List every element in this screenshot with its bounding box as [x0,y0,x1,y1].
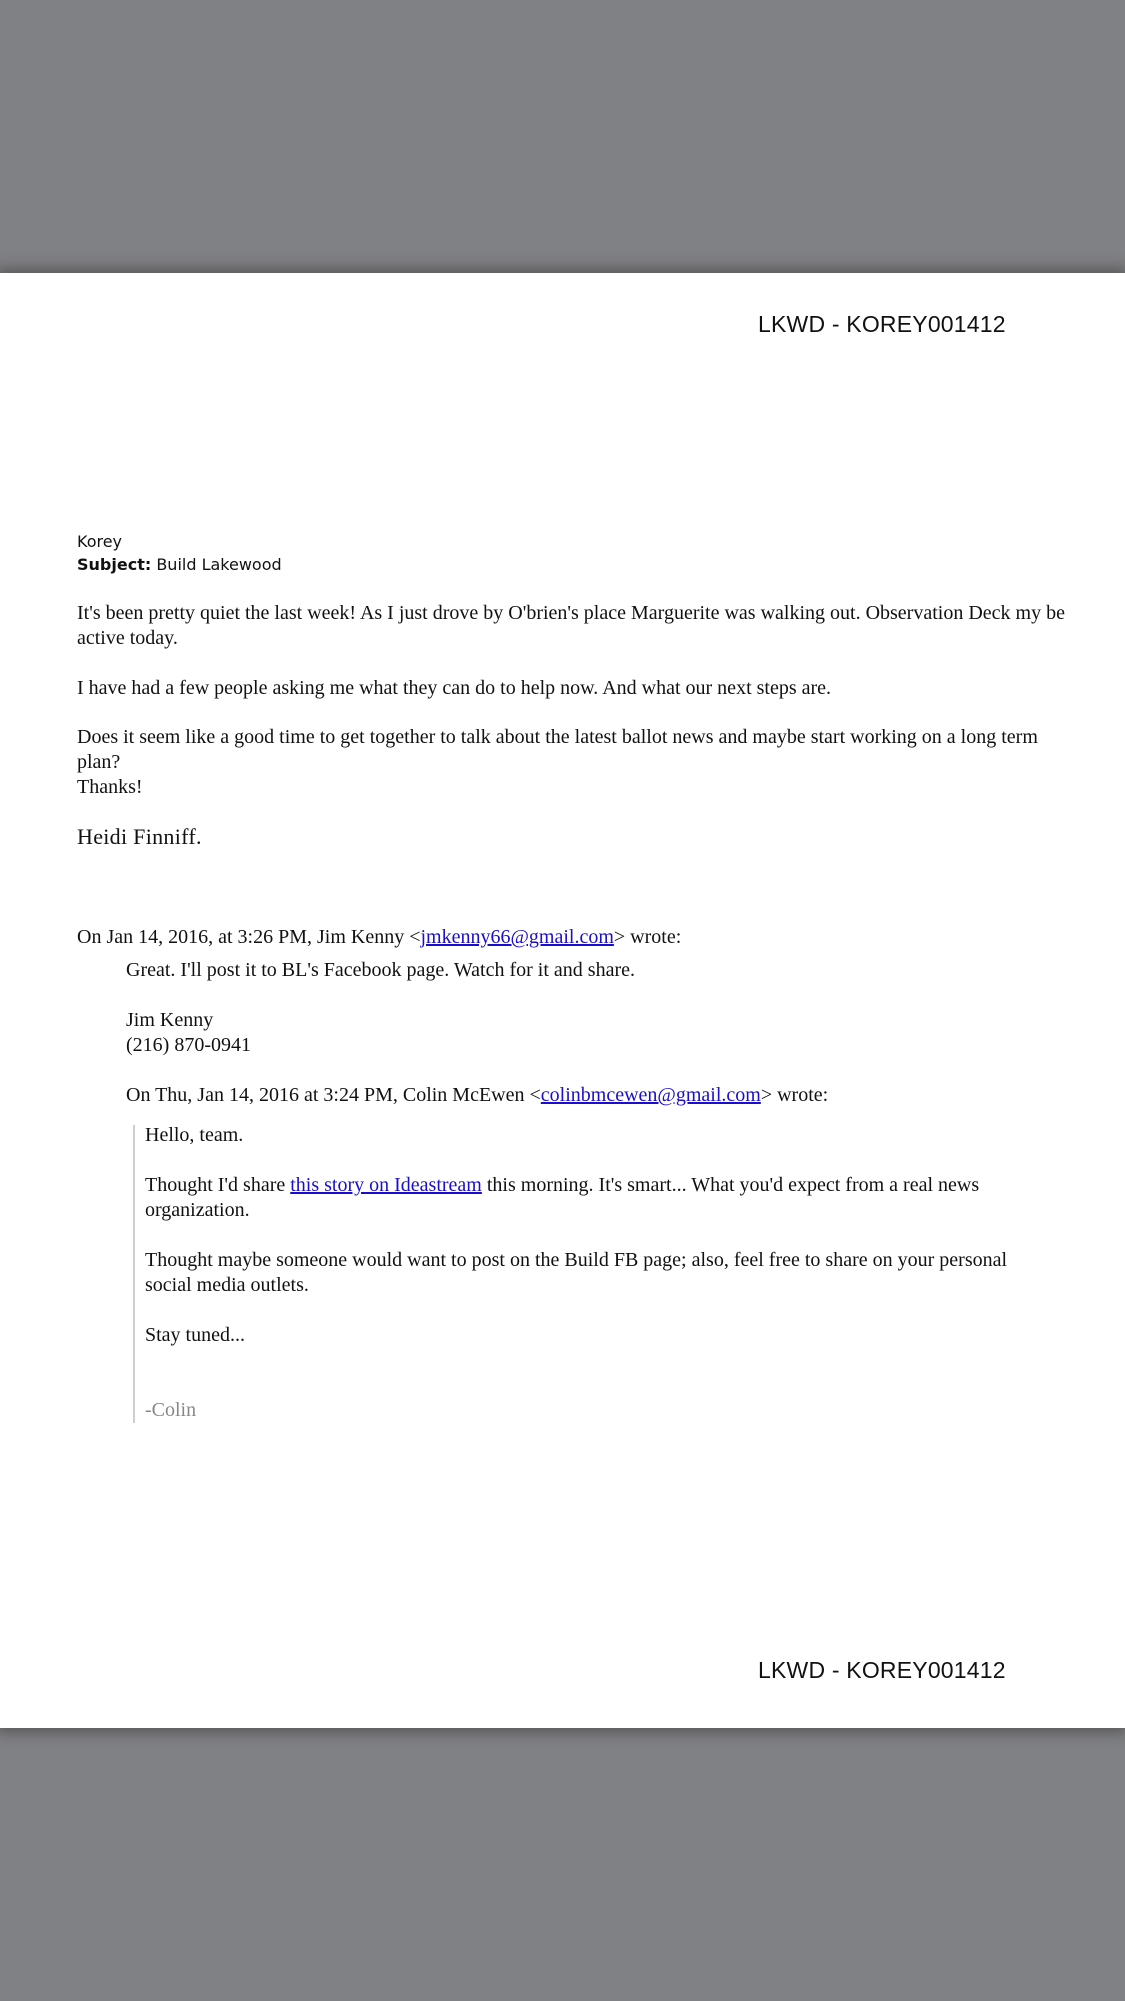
subject-label: Subject: [77,555,152,574]
quote2-attribution-suffix: > wrote: [760,1084,829,1106]
message-signature: Heidi Finniff. [77,824,202,849]
quote2-paragraph-3: Stay tuned... [145,1324,245,1346]
quote1-email-link[interactable]: jmkenny66@gmail.com [420,926,614,948]
quote1-attribution-suffix: > wrote: [613,926,682,948]
blockquote-bar [133,1125,135,1423]
email-to: Korey [77,532,123,551]
quote1-phone: (216) 870-0941 [126,1034,251,1056]
message-paragraph-3: Does it seem like a good time to get together to talk about the latest ballot news and maybe start working on a long term plan? [77,726,1038,773]
bates-number-bottom: LKWD - KOREY001412 [758,1657,1006,1683]
quote2-email-link[interactable]: colinbmcewen@gmail.com [540,1084,761,1106]
quote2-p1-prefix: Thought I'd share [145,1174,291,1196]
quote2-attribution-prefix: On Thu, Jan 14, 2016 at 3:24 PM, Colin McEwen < [126,1084,541,1106]
email-subject [77,555,282,574]
quote2-attribution [126,1083,1026,1108]
document-page [0,273,1125,1728]
message-paragraph-1: It's been pretty quiet the last week! As I just drove by O'brien's place Marguerite was walking out. Observation Deck my be active today. [77,602,1065,649]
quote2-paragraph-1 [145,1173,1025,1223]
ideastream-story-link[interactable]: this story on Ideastream [290,1174,482,1196]
quote2-greeting: Hello, team. [145,1124,244,1146]
quote2-paragraph-2: Thought maybe someone would want to post on the Build FB page; also, feel free to share on your personal social media outlets. [145,1249,1008,1296]
quote2-signoff: -Colin [145,1399,197,1421]
quote1-name: Jim Kenny [126,1009,214,1031]
quote2-p1-suffix: this morning. It's smart... What you'd expect from a real news organization. [145,1174,980,1221]
quote1-attribution [77,925,681,950]
quote1-attribution-prefix: On Jan 14, 2016, at 3:26 PM, Jim Kenny < [77,926,421,948]
quote1-body: Great. I'll post it to BL's Facebook page. Watch for it and share. [126,959,635,981]
message-thanks: Thanks! [77,776,143,798]
subject-value: Build Lakewood [156,555,282,574]
message-paragraph-2: I have had a few people asking me what they can do to help now. And what our next steps are. [77,677,832,699]
bates-number-top: LKWD - KOREY001412 [758,311,1006,337]
